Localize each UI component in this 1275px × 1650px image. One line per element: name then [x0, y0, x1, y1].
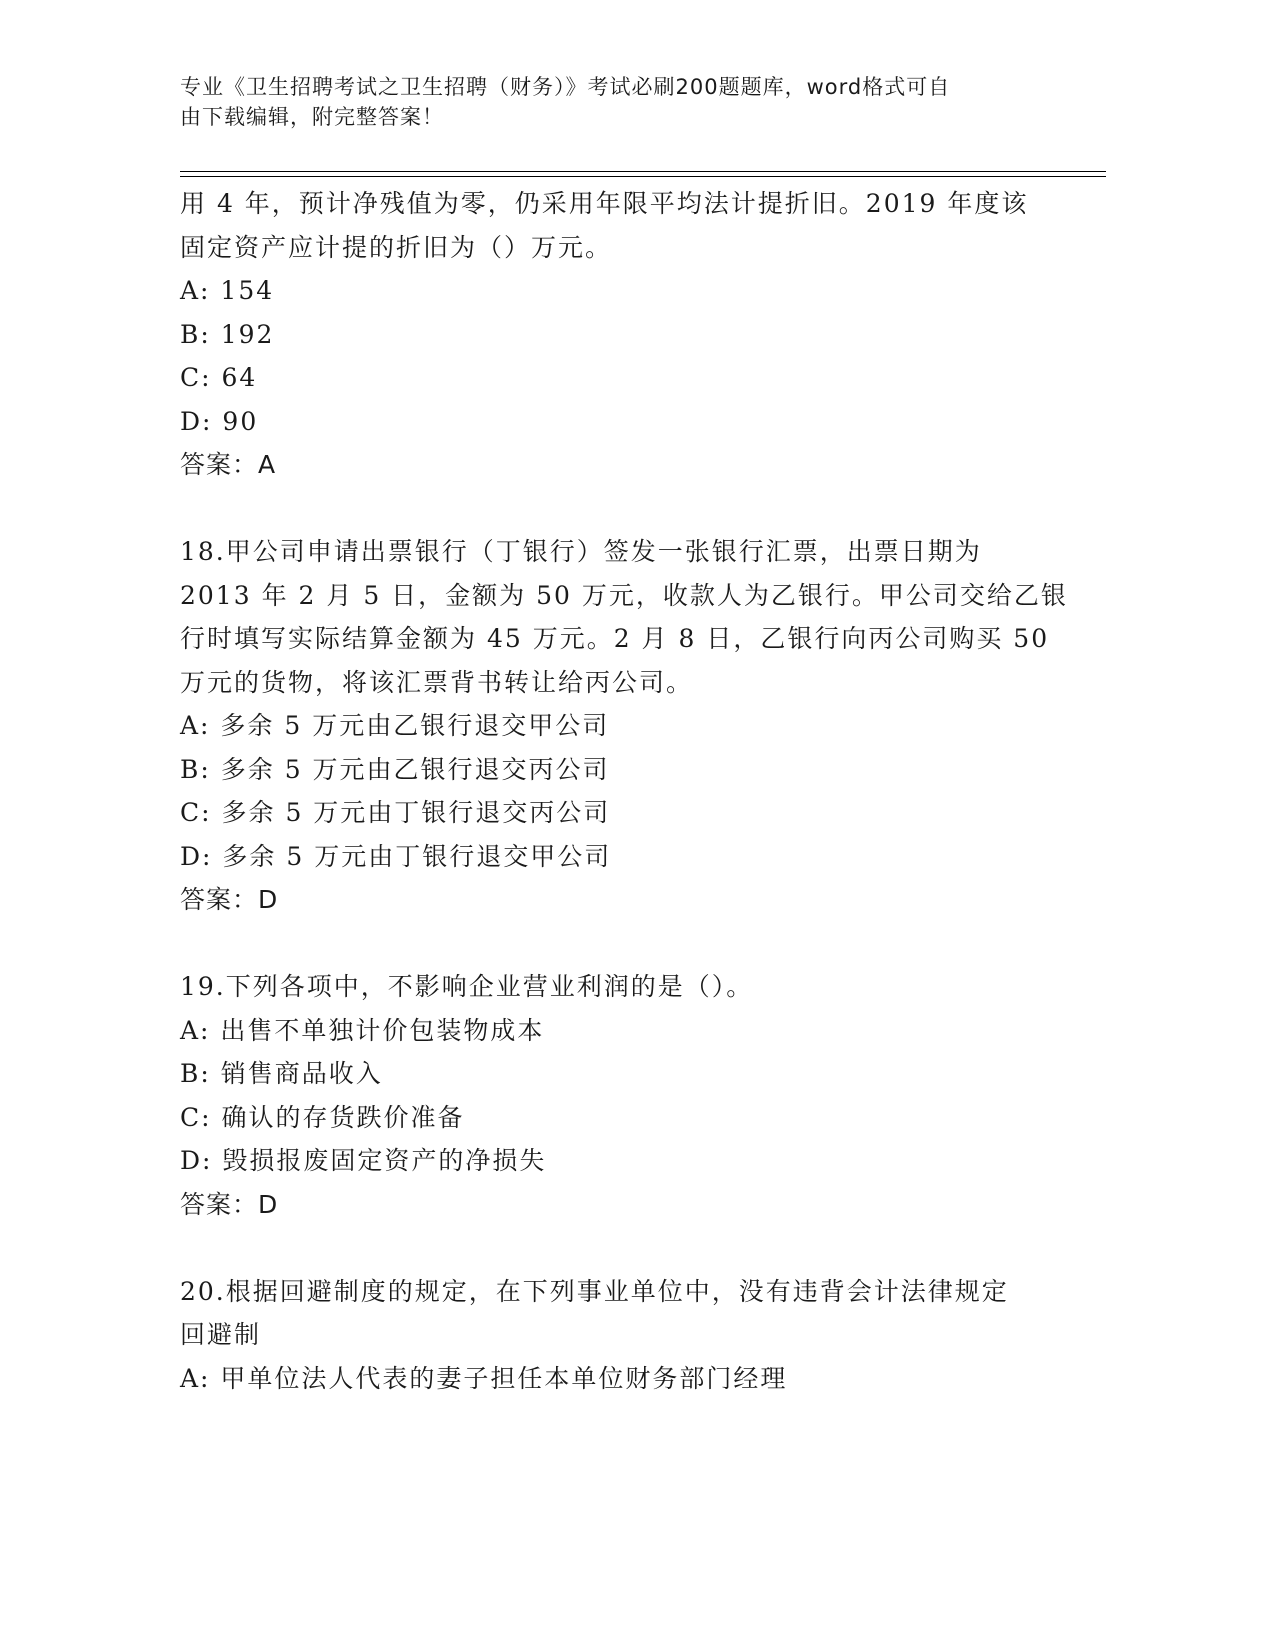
- answer-label: 答案：D: [180, 1189, 279, 1219]
- option-d: D: 90: [180, 406, 259, 436]
- option-a: A: 154: [180, 276, 275, 305]
- spacer: [180, 922, 1100, 966]
- option-d: D: 多余 5 万元由丁银行退交甲公司: [180, 841, 612, 871]
- question-17: [180, 182, 1100, 487]
- question-stem-line: 19.下列各项中，不影响企业营业利润的是（）。: [180, 972, 754, 1001]
- option-b: B: 销售商品收入: [180, 1059, 383, 1088]
- question-stem-line: 18.甲公司申请出票银行（丁银行）签发一张银行汇票，出票日期为: [180, 537, 982, 566]
- document-body: [180, 182, 1100, 1400]
- question-19: [180, 965, 1100, 1226]
- header-rule-bottom: [180, 176, 1106, 177]
- option-c: C: 确认的存货跌价准备: [180, 1102, 465, 1132]
- question-stem-line: 回避制: [180, 1320, 262, 1349]
- spacer: [180, 487, 1100, 531]
- question-stem-line: 万元的货物，将该汇票背书转让给丙公司。: [180, 667, 694, 697]
- option-a: A: 多余 5 万元由乙银行退交甲公司: [180, 711, 610, 740]
- option-c: C: 64: [180, 363, 258, 392]
- answer-label: 答案：A: [180, 450, 277, 479]
- header-line-1: 专业《卫生招聘考试之卫生招聘（财务）》考试必刷200题题库，word格式可自: [180, 75, 951, 99]
- question-stem-line: 固定资产应计提的折旧为（）万元。: [180, 232, 613, 262]
- option-d: D: 毁损报废固定资产的净损失: [180, 1146, 547, 1175]
- question-18: [180, 530, 1100, 922]
- question-20: [180, 1270, 1100, 1401]
- question-stem-line: 2013 年 2 月 5 日，金额为 50 万元，收款人为乙银行。甲公司交给乙银: [180, 580, 1068, 610]
- spacer: [180, 1226, 1100, 1270]
- header-line-2: 由下载编辑，附完整答案！: [180, 105, 444, 129]
- document-header: [180, 72, 1080, 132]
- option-a: A: 出售不单独计价包装物成本: [180, 1015, 545, 1045]
- answer-label: 答案：D: [180, 885, 279, 914]
- header-rule-top: [180, 171, 1106, 172]
- option-b: B: 多余 5 万元由乙银行退交丙公司: [180, 754, 610, 784]
- question-stem-line: 20.根据回避制度的规定，在下列事业单位中，没有违背会计法律规定: [180, 1276, 1009, 1306]
- option-a: A: 甲单位法人代表的妻子担任本单位财务部门经理: [180, 1363, 788, 1393]
- question-stem-line: 行时填写实际结算金额为 45 万元。2 月 8 日，乙银行向丙公司购买 50: [180, 624, 1050, 653]
- question-stem-line: 用 4 年，预计净残值为零，仍采用年限平均法计提折旧。2019 年度该: [180, 189, 1029, 218]
- option-b: B: 192: [180, 319, 275, 349]
- option-c: C: 多余 5 万元由丁银行退交丙公司: [180, 798, 611, 827]
